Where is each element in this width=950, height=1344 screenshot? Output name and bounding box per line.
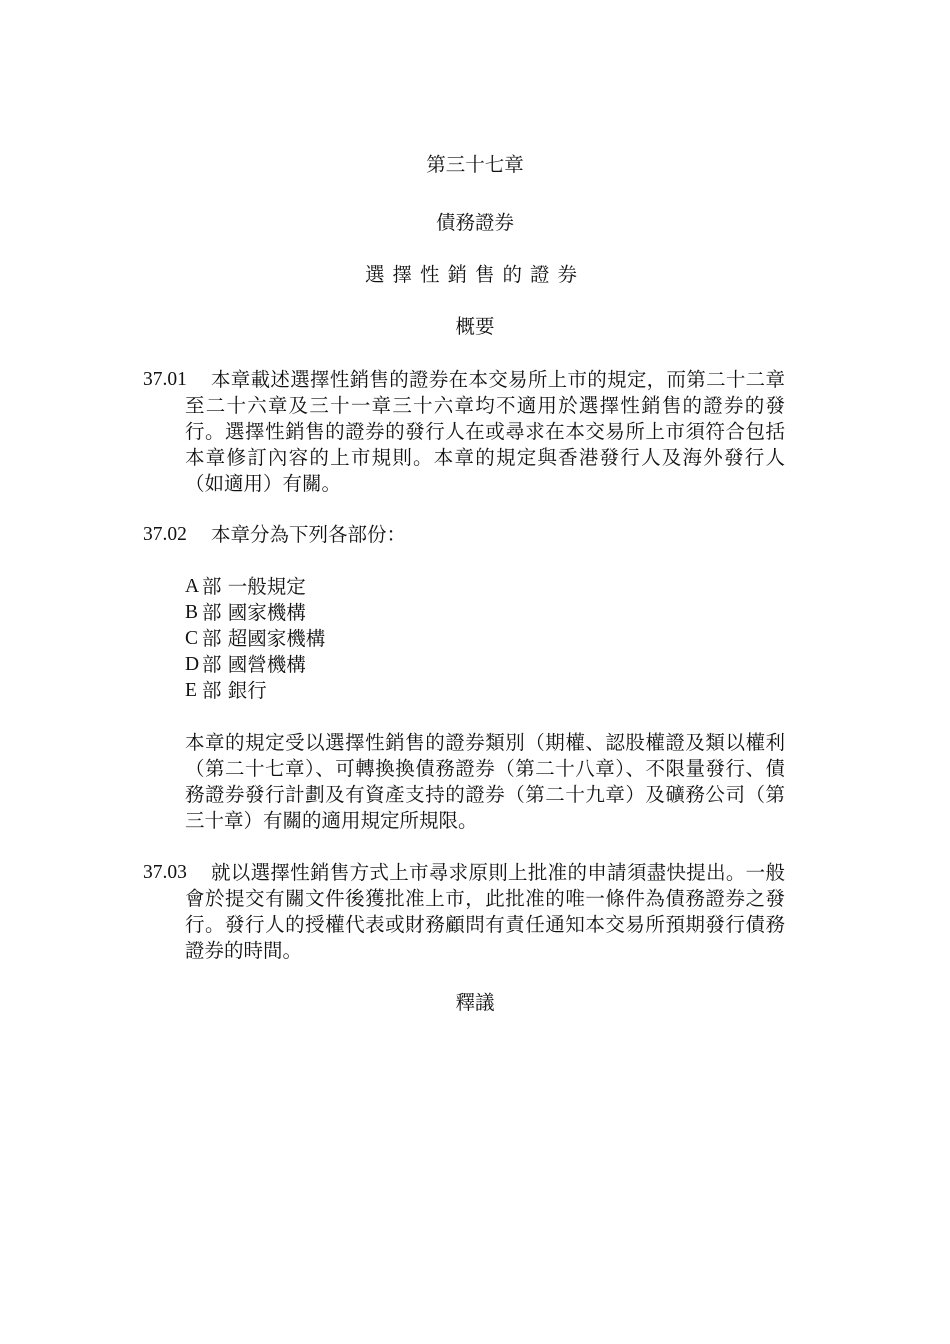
part-letter: B bbox=[185, 602, 199, 623]
paragraph-text-content: 本章的規定受以選擇性銷售的證券類別（期權、認股權證及類以權利（第二十七章）、可轉換換債務證券（第二十八章）、不限量發行、債務證券發行計劃及有資產支持的證券（第二十九章）及礦務公司（第三十章）有關的適用規定所規限。 bbox=[185, 731, 785, 832]
paragraph-text bbox=[185, 730, 785, 834]
part-label: 部 國營機構 bbox=[202, 653, 306, 676]
paragraph-text bbox=[185, 367, 785, 497]
part-letter: E bbox=[185, 680, 197, 701]
list-item bbox=[185, 574, 325, 600]
paragraph-number: 37.03 bbox=[143, 862, 187, 883]
paragraph-text-content: 就以選擇性銷售方式上市尋求原則上批准的申請須盡快提出。一般會於提交有關文件後獲批准上市，此批准的唯一條件為債務證券之發行。發行人的授權代表或財務顧問有責任通知本交易所預期發行債務證券的時間。 bbox=[185, 861, 785, 962]
paragraph-number: 37.02 bbox=[143, 524, 187, 545]
part-label: 部 一般規定 bbox=[202, 575, 306, 598]
list-item bbox=[185, 652, 325, 678]
chapter-heading: 第三十七章 bbox=[426, 153, 524, 176]
part-label: 部 銀行 bbox=[202, 679, 267, 702]
parts-list bbox=[185, 574, 325, 704]
part-label: 部 超國家機構 bbox=[202, 627, 326, 650]
part-label: 部 國家機構 bbox=[202, 601, 306, 624]
part-letter: A bbox=[185, 576, 200, 597]
overview-heading: 概要 bbox=[455, 315, 495, 338]
section-heading: 債務證券 bbox=[435, 211, 514, 234]
paragraph-text-content: 本章分為下列各部份： bbox=[211, 523, 407, 546]
part-letter: C bbox=[185, 628, 199, 649]
paragraph-number: 37.01 bbox=[143, 369, 187, 390]
subsection-heading: 選擇性銷售的證券 bbox=[364, 263, 585, 286]
list-item bbox=[185, 600, 325, 626]
interpretation-heading: 釋議 bbox=[455, 991, 495, 1014]
paragraph-text bbox=[185, 860, 785, 964]
paragraph-text-content: 本章載述選擇性銷售的證券在本交易所上市的規定，而第二十二章至二十六章及三十一章三十六章均不適用於選擇性銷售的證券的發行。選擇性銷售的證券的發行人在或尋求在本交易所上市須符合包括本章修訂內容的上市規則。本章的規定與香港發行人及海外發行人（如適用）有關。 bbox=[185, 368, 785, 495]
list-item bbox=[185, 626, 325, 652]
part-letter: D bbox=[185, 654, 200, 675]
list-item bbox=[185, 678, 325, 704]
paragraph-text bbox=[185, 522, 785, 548]
